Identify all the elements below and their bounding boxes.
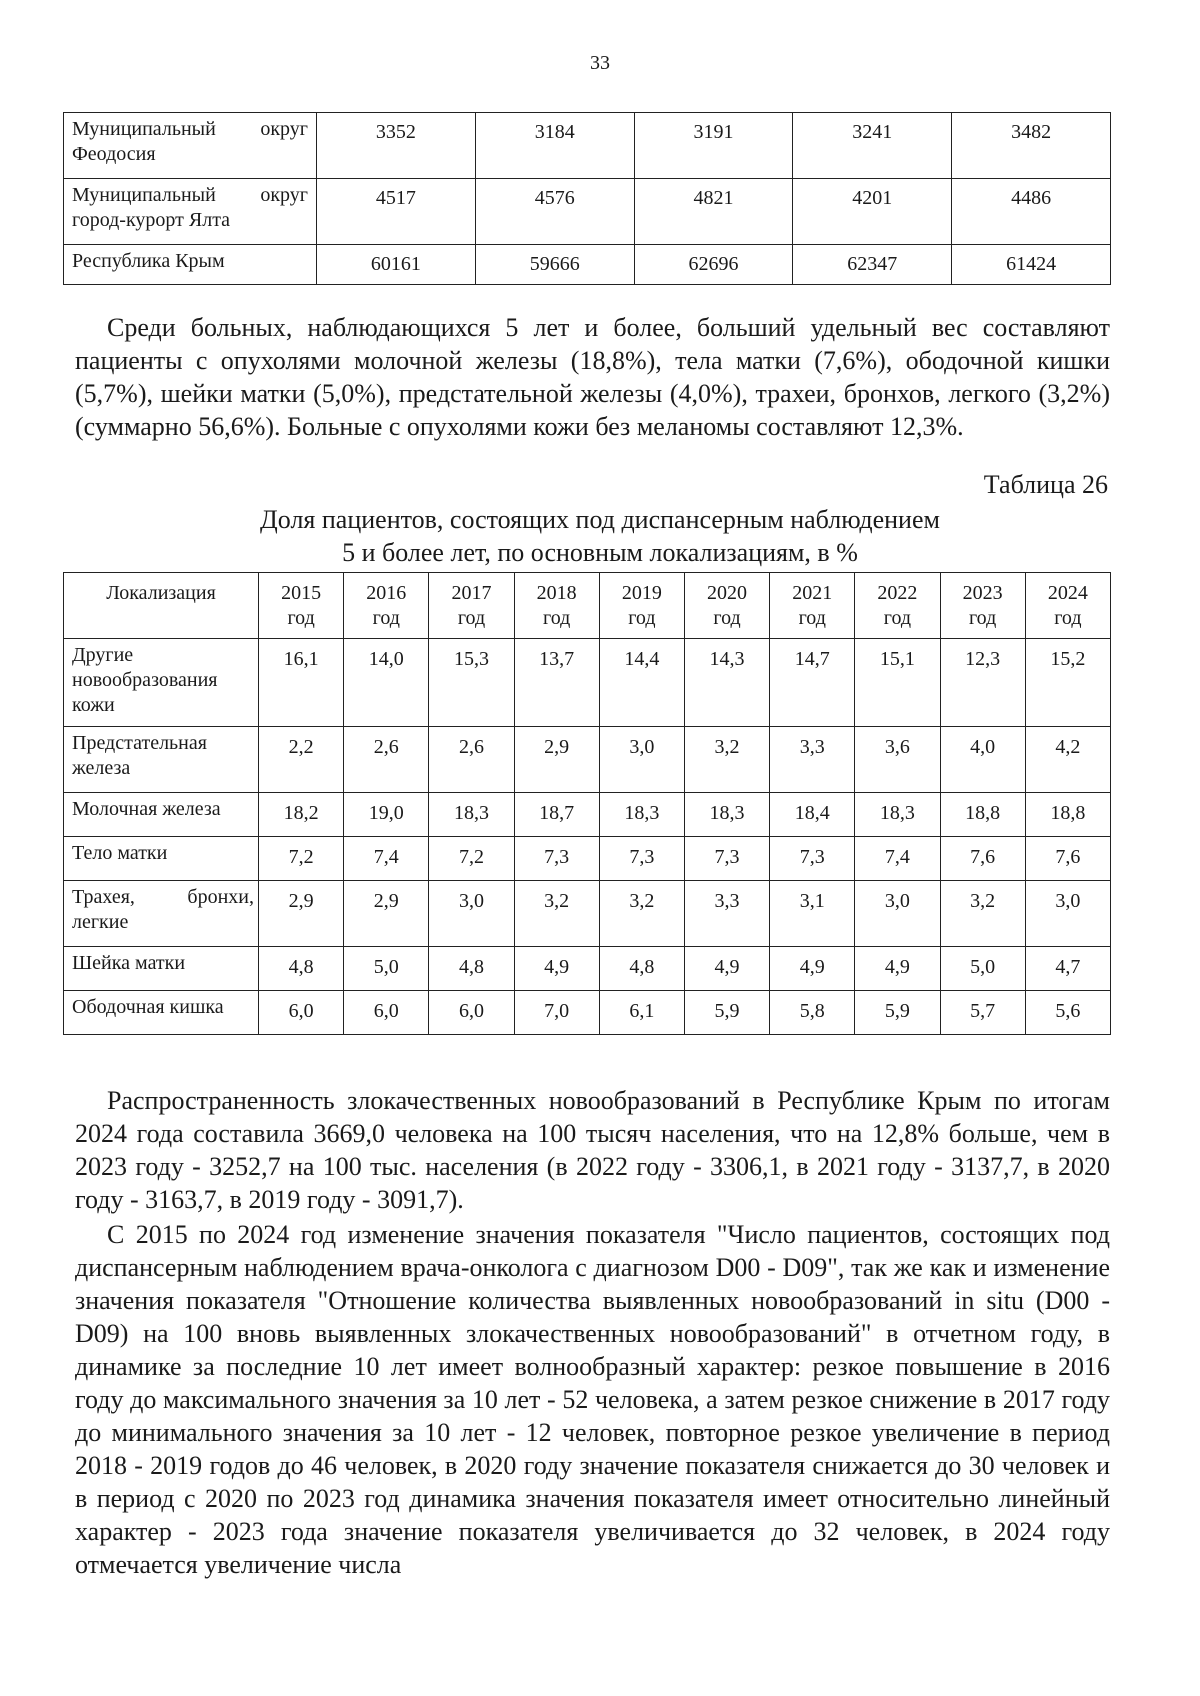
- cell-value: 7,3: [599, 837, 684, 881]
- header-year: 2020 год: [684, 573, 769, 639]
- cell-value: 7,4: [344, 837, 429, 881]
- row-name: Ободочная кишка: [64, 991, 259, 1035]
- header-year: 2023 год: [940, 573, 1025, 639]
- table-row: [64, 947, 1111, 991]
- row-name: Предстательная железа: [64, 727, 259, 793]
- cell-value: 15,2: [1025, 639, 1110, 727]
- cell-value: 14,0: [344, 639, 429, 727]
- cell-value: 12,3: [940, 639, 1025, 727]
- cell-value: 7,0: [514, 991, 599, 1035]
- header-year: 2018 год: [514, 573, 599, 639]
- cell-value: 18,3: [855, 793, 940, 837]
- cell-value: 3,6: [855, 727, 940, 793]
- cell-value: 4517: [317, 179, 476, 245]
- cell-value: 5,6: [1025, 991, 1110, 1035]
- cell-value: 3,3: [770, 727, 855, 793]
- row-name: Трахея, бронхи, легкие: [64, 881, 259, 947]
- cell-value: 7,2: [429, 837, 514, 881]
- cell-value: 3482: [952, 113, 1111, 179]
- cell-value: 7,3: [514, 837, 599, 881]
- cell-value: 7,2: [259, 837, 344, 881]
- row-name: Муниципальный округ город-курорт Ялта: [64, 179, 317, 245]
- cell-value: 7,3: [684, 837, 769, 881]
- cell-value: 3,0: [1025, 881, 1110, 947]
- header-year: 2019 год: [599, 573, 684, 639]
- row-name: Другие новообразования кожи: [64, 639, 259, 727]
- paragraph-3: С 2015 по 2024 год изменение значения показателя "Число пациентов, состоящих под диспансерным наблюдением врача-онколога с диагнозом D00 - D09", так же как и изменение значения показателя "Отношение количества выявленных новообразований in situ (D00 - D09) на 100 вновь выявленных злокачественных новообразований" в отчетном году, в динамике за последние 10 лет имеет волнообразный характер: резкое повышение в 2016 году до максимального значения за 10 лет - 52 человека, а затем резкое снижение в 2017 году до минимального значения за 10 лет - 12 человек, повторное резкое увеличение в период 2018 - 2019 годов до 46 человек, в 2020 году значение показателя снижается до 30 человек и в период с 2020 по 2023 год динамика значения показателя имеет относительно линейный характер - 2023 года значение показателя увеличивается до 32 человек, в 2024 году отмечается увеличение числа: [75, 1220, 1110, 1579]
- cell-value: 4201: [793, 179, 952, 245]
- cell-value: 13,7: [514, 639, 599, 727]
- cell-value: 3,2: [940, 881, 1025, 947]
- table-row: [64, 179, 1111, 245]
- page-number: 33: [590, 52, 610, 74]
- cell-value: 59666: [475, 245, 634, 285]
- cell-value: 15,1: [855, 639, 940, 727]
- cell-value: 7,4: [855, 837, 940, 881]
- cell-value: 18,3: [684, 793, 769, 837]
- header-year: 2015 год: [259, 573, 344, 639]
- cell-value: 18,7: [514, 793, 599, 837]
- cell-value: 3,3: [684, 881, 769, 947]
- cell-value: 5,9: [855, 991, 940, 1035]
- table-label: Таблица 26: [983, 470, 1108, 499]
- cell-value: 14,7: [770, 639, 855, 727]
- cell-value: 4,8: [429, 947, 514, 991]
- cell-value: 4,9: [855, 947, 940, 991]
- cell-value: 7,6: [940, 837, 1025, 881]
- cell-value: 18,3: [599, 793, 684, 837]
- cell-value: 5,0: [344, 947, 429, 991]
- cell-value: 2,2: [259, 727, 344, 793]
- header-localization: Локализация: [64, 573, 259, 639]
- cell-value: 2,9: [259, 881, 344, 947]
- cell-value: 3191: [634, 113, 793, 179]
- cell-value: 3352: [317, 113, 476, 179]
- header-year: 2024 год: [1025, 573, 1110, 639]
- table-row: [64, 727, 1111, 793]
- cell-value: 62347: [793, 245, 952, 285]
- cell-value: 18,8: [1025, 793, 1110, 837]
- municipal-table: [63, 112, 1111, 285]
- cell-value: 4,9: [514, 947, 599, 991]
- cell-value: 4,7: [1025, 947, 1110, 991]
- cell-value: 4,8: [259, 947, 344, 991]
- cell-value: 4,2: [1025, 727, 1110, 793]
- cell-value: 18,3: [429, 793, 514, 837]
- row-name: Муниципальный округ Феодосия: [64, 113, 317, 179]
- cell-value: 14,3: [684, 639, 769, 727]
- cell-value: 4,0: [940, 727, 1025, 793]
- cell-value: 3241: [793, 113, 952, 179]
- table-title: Доля пациентов, состоящих под диспансерным наблюдением 5 и более лет, по основным локализациям, в %: [260, 505, 940, 567]
- localization-table: [63, 572, 1111, 1035]
- cell-value: 6,0: [259, 991, 344, 1035]
- cell-value: 5,7: [940, 991, 1025, 1035]
- cell-value: 2,9: [514, 727, 599, 793]
- row-name: Республика Крым: [64, 245, 317, 285]
- cell-value: 3,1: [770, 881, 855, 947]
- cell-value: 7,6: [1025, 837, 1110, 881]
- cell-value: 7,3: [770, 837, 855, 881]
- cell-value: 15,3: [429, 639, 514, 727]
- cell-value: 3,2: [684, 727, 769, 793]
- cell-value: 3184: [475, 113, 634, 179]
- cell-value: 3,0: [855, 881, 940, 947]
- table-header-row: [64, 573, 1111, 639]
- row-name: Шейка матки: [64, 947, 259, 991]
- cell-value: 4,9: [770, 947, 855, 991]
- table-row: [64, 639, 1111, 727]
- cell-value: 6,0: [344, 991, 429, 1035]
- cell-value: 5,9: [684, 991, 769, 1035]
- cell-value: 16,1: [259, 639, 344, 727]
- table-row: [64, 991, 1111, 1035]
- paragraph-2: Распространенность злокачественных новообразований в Республике Крым по итогам 2024 года составила 3669,0 человека на 100 тысяч населения, что на 12,8% больше, чем в 2023 году - 3252,7 на 100 тыс. населения (в 2022 году - 3306,1, в 2021 году - 3137,7, в 2020 году - 3163,7, в 2019 году - 3091,7).: [75, 1086, 1110, 1214]
- cell-value: 18,4: [770, 793, 855, 837]
- row-name: Молочная железа: [64, 793, 259, 837]
- table-row: [64, 881, 1111, 947]
- cell-value: 4576: [475, 179, 634, 245]
- cell-value: 3,0: [429, 881, 514, 947]
- table-row: [64, 793, 1111, 837]
- cell-value: 4486: [952, 179, 1111, 245]
- cell-value: 5,0: [940, 947, 1025, 991]
- header-year: 2022 год: [855, 573, 940, 639]
- cell-value: 18,2: [259, 793, 344, 837]
- cell-value: 62696: [634, 245, 793, 285]
- cell-value: 2,6: [344, 727, 429, 793]
- cell-value: 60161: [317, 245, 476, 285]
- paragraph-1: Среди больных, наблюдающихся 5 лет и более, больший удельный вес составляют пациенты с опухолями молочной железы (18,8%), тела матки (7,6%), ободочной кишки (5,7%), шейки матки (5,0%), предстательной железы (4,0%), трахеи, бронхов, легкого (3,2%) (суммарно 56,6%). Больные с опухолями кожи без меланомы составляют 12,3%.: [75, 313, 1110, 441]
- cell-value: 14,4: [599, 639, 684, 727]
- cell-value: 4,9: [684, 947, 769, 991]
- cell-value: 19,0: [344, 793, 429, 837]
- table-row: [64, 113, 1111, 179]
- cell-value: 4821: [634, 179, 793, 245]
- cell-value: 3,2: [599, 881, 684, 947]
- cell-value: 5,8: [770, 991, 855, 1035]
- header-year: 2021 год: [770, 573, 855, 639]
- cell-value: 4,8: [599, 947, 684, 991]
- table-row: [64, 245, 1111, 285]
- row-name: Тело матки: [64, 837, 259, 881]
- cell-value: 2,6: [429, 727, 514, 793]
- cell-value: 18,8: [940, 793, 1025, 837]
- cell-value: 6,0: [429, 991, 514, 1035]
- cell-value: 61424: [952, 245, 1111, 285]
- table-row: [64, 837, 1111, 881]
- cell-value: 2,9: [344, 881, 429, 947]
- header-year: 2017 год: [429, 573, 514, 639]
- cell-value: 3,2: [514, 881, 599, 947]
- header-year: 2016 год: [344, 573, 429, 639]
- cell-value: 6,1: [599, 991, 684, 1035]
- cell-value: 3,0: [599, 727, 684, 793]
